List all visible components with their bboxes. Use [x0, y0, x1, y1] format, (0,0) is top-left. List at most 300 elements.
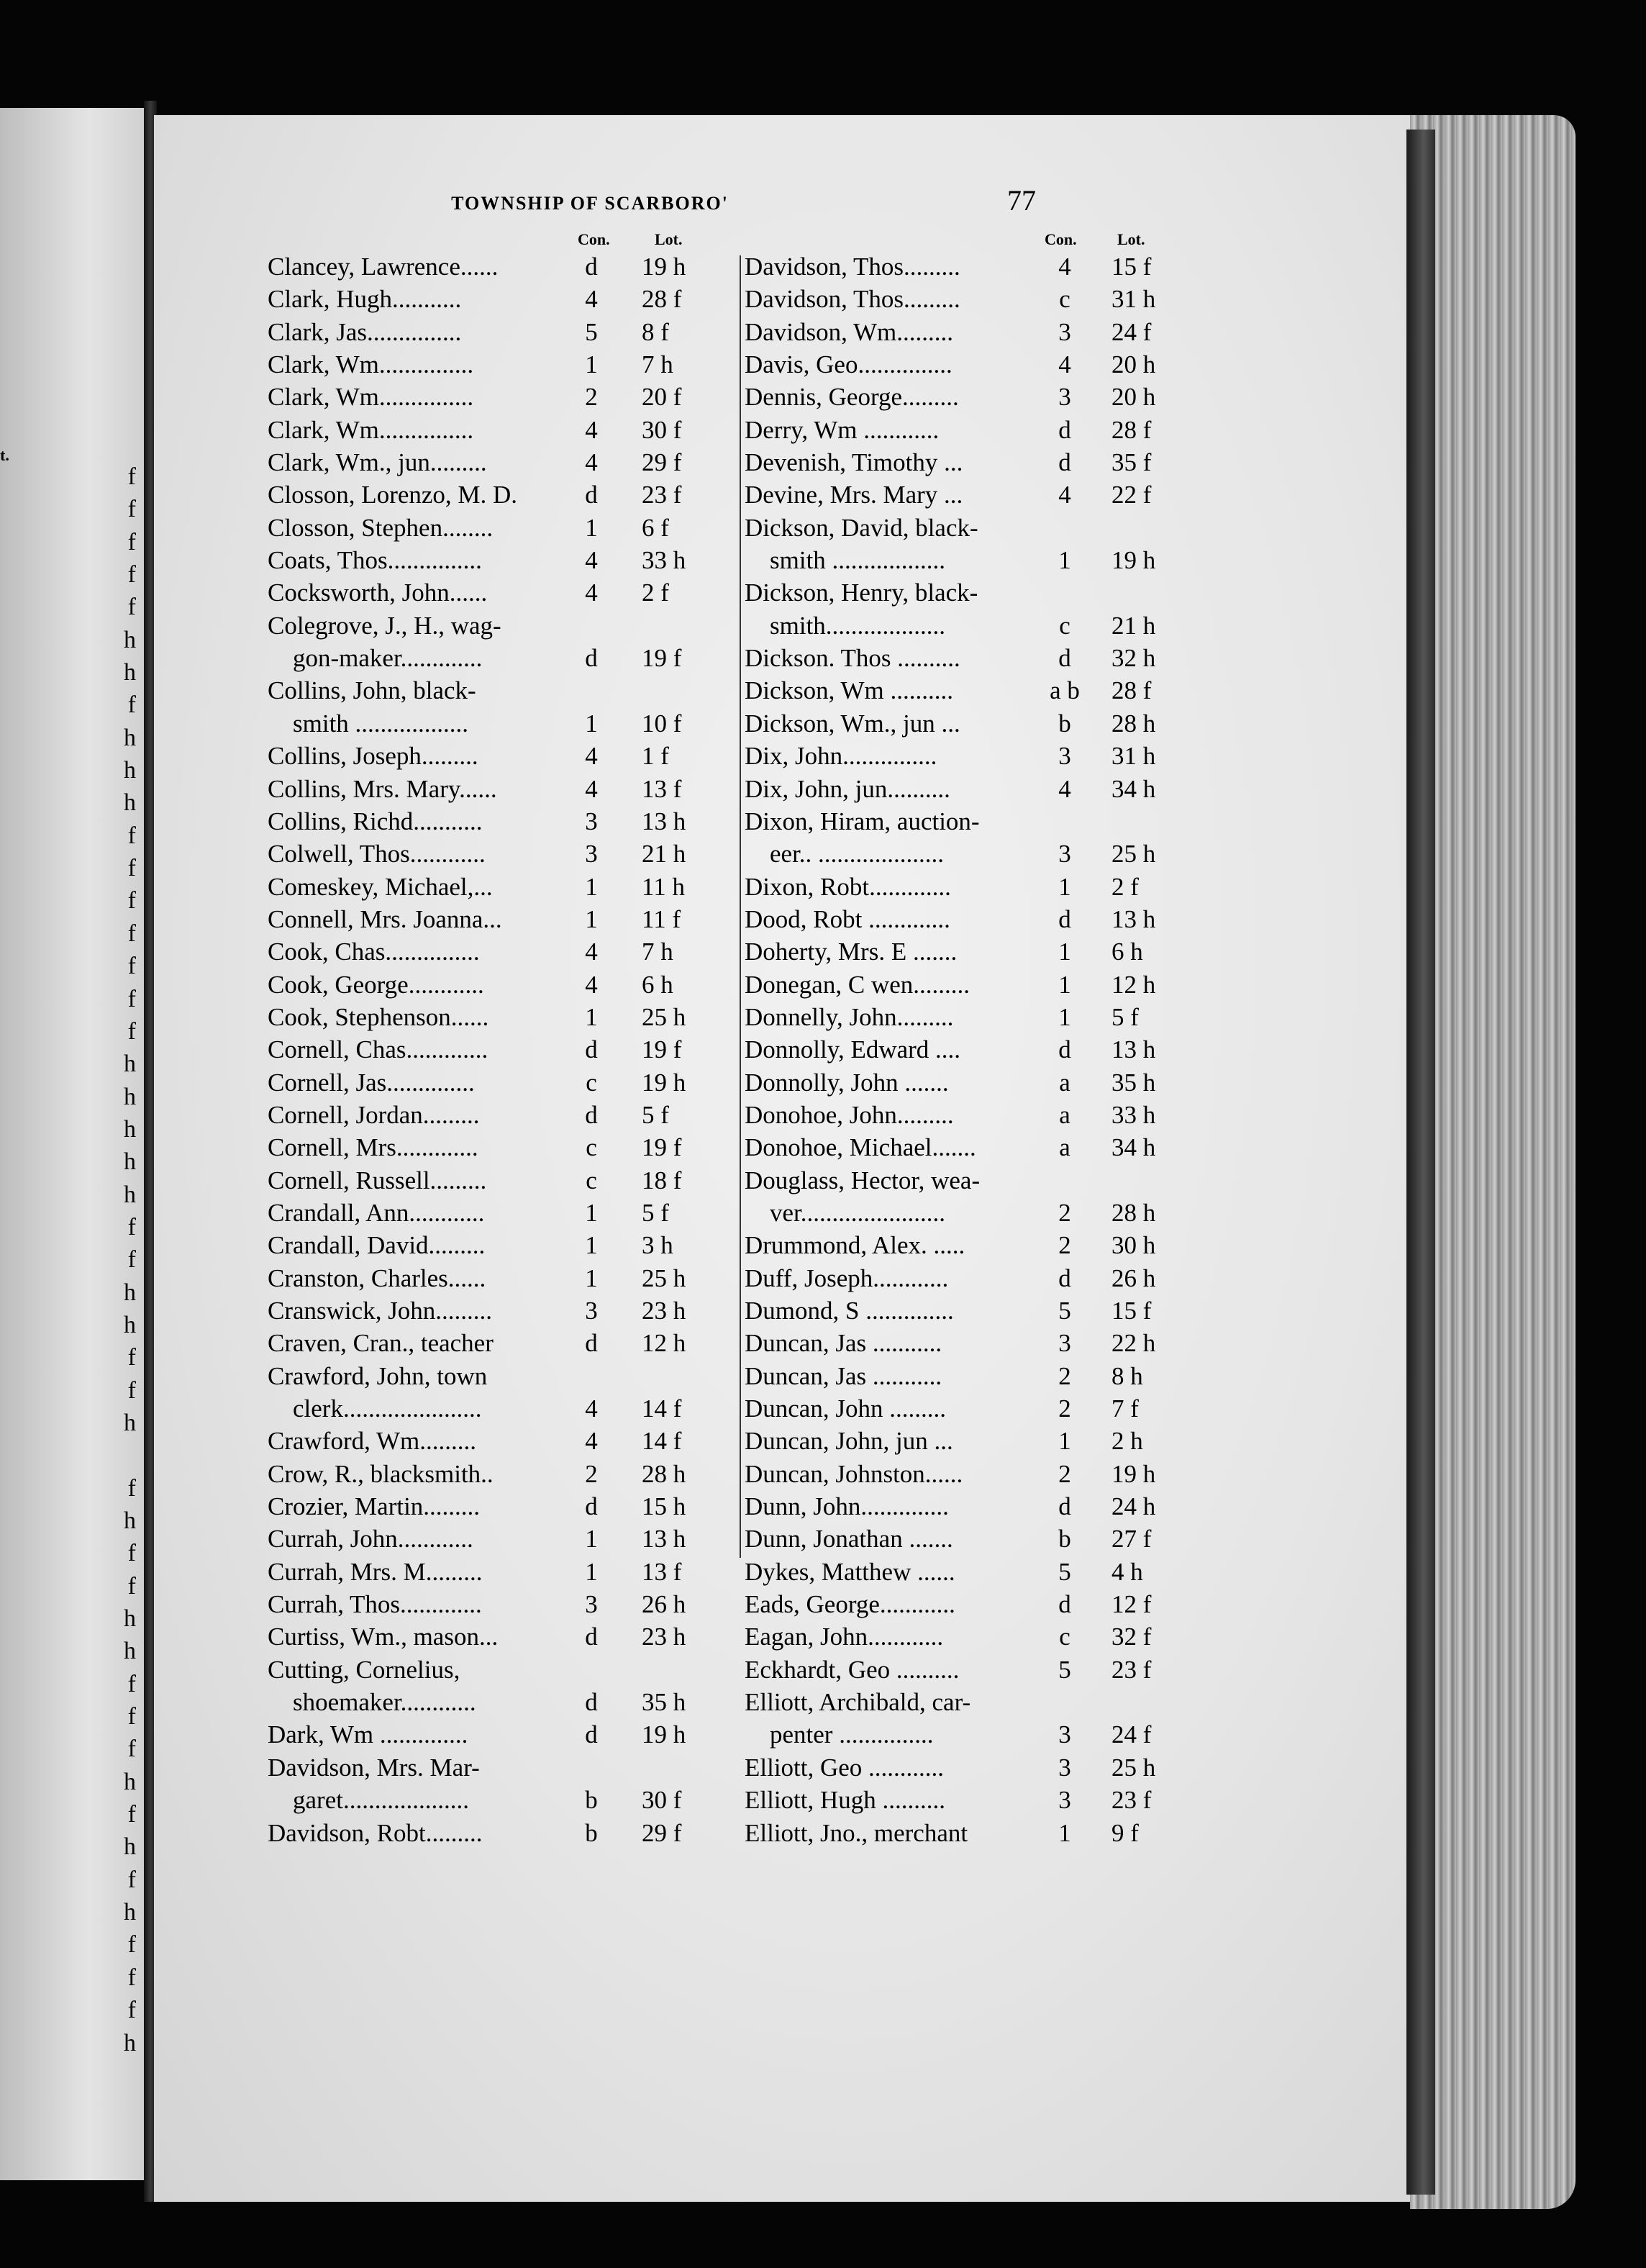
entry-concession: 3 — [585, 1297, 598, 1325]
entry-concession: d — [1058, 644, 1071, 673]
entry-name: Currah, Mrs. M......... — [268, 1557, 483, 1586]
previous-page-lot-mark: h — [124, 1899, 136, 1926]
entry-concession: d — [585, 1035, 598, 1064]
entry-name: Cook, George............ — [268, 970, 484, 999]
entry-lot: 23 h — [642, 1623, 686, 1651]
entry-name: Dix, John, jun.......... — [745, 774, 950, 803]
entry-concession: 1 — [585, 1264, 598, 1292]
previous-page-lot-mark: f — [127, 822, 136, 849]
directory-entry — [745, 707, 1176, 740]
entry-concession: 3 — [1058, 742, 1071, 771]
entry-name: Cook, Stephenson...... — [268, 1002, 489, 1031]
entry-concession: d — [1058, 1035, 1071, 1064]
directory-entry — [745, 478, 1176, 511]
entry-name: Dixon, Hiram, auction- — [745, 807, 980, 835]
entry-concession: 1 — [1058, 1427, 1071, 1456]
directory-entry — [268, 1817, 714, 1849]
entry-lot: 25 h — [642, 1002, 686, 1031]
directory-entry — [745, 1556, 1176, 1588]
entry-concession: 5 — [1058, 1557, 1071, 1586]
directory-entry — [268, 381, 714, 413]
directory-entry — [745, 1490, 1176, 1523]
directory-entry — [745, 250, 1176, 283]
previous-page-lot-mark: h — [124, 724, 136, 751]
directory-entry — [268, 1327, 714, 1359]
entry-name: Cornell, Chas............. — [268, 1035, 488, 1064]
directory-entry — [745, 773, 1176, 805]
entry-name: Cocksworth, John...... — [268, 579, 488, 607]
entry-concession: 3 — [1058, 1720, 1071, 1749]
directory-entry — [745, 1001, 1176, 1033]
previous-page-lot-mark: f — [127, 1474, 136, 1502]
previous-page-lot-mark: f — [127, 1736, 136, 1763]
entry-name: Dunn, John.............. — [745, 1492, 949, 1521]
entry-name: Cranston, Charles...... — [268, 1264, 486, 1292]
directory-entry — [268, 1425, 714, 1457]
entry-lot: 23 f — [1111, 1655, 1152, 1684]
entry-lot: 28 h — [1111, 1198, 1156, 1227]
entry-concession: 1 — [585, 709, 598, 738]
entry-name: Elliott, Geo ............ — [745, 1753, 945, 1782]
entry-concession: 1 — [1058, 872, 1071, 901]
entry-concession: 1 — [1058, 1818, 1071, 1847]
entry-name: Craven, Cran., teacher — [268, 1329, 494, 1358]
entry-concession: 2 — [1058, 1361, 1071, 1390]
entry-name: gon-maker............. — [268, 644, 483, 673]
directory-entry — [745, 838, 1176, 870]
directory-entry — [745, 969, 1176, 1001]
entry-concession: 2 — [1058, 1459, 1071, 1488]
entry-concession: b — [1058, 709, 1071, 738]
entry-concession: c — [586, 1133, 597, 1162]
directory-entry — [268, 1066, 714, 1099]
entry-lot: 2 f — [642, 579, 669, 607]
entry-lot: 6 f — [642, 513, 669, 542]
entry-name: Dixon, Robt............. — [745, 872, 951, 901]
directory-entry — [268, 740, 714, 772]
directory-entry — [745, 512, 1176, 544]
entry-name: Crandall, Ann............ — [268, 1198, 485, 1227]
directory-entry — [745, 935, 1176, 968]
entry-name: Davis, Geo............... — [745, 350, 952, 379]
directory-entry — [268, 348, 714, 381]
entry-concession: 5 — [1058, 1297, 1071, 1325]
entry-concession: d — [585, 644, 598, 673]
directory-entry — [268, 1164, 714, 1197]
directory-entry — [745, 316, 1176, 348]
entry-name: Clark, Wm............... — [268, 350, 474, 379]
entry-concession: 1 — [585, 1525, 598, 1553]
entry-name: Eads, George............ — [745, 1590, 955, 1619]
directory-entry — [745, 1131, 1176, 1164]
entry-name: Eagan, John............ — [745, 1623, 944, 1651]
directory-entry — [745, 1033, 1176, 1066]
entry-name: Crozier, Martin......... — [268, 1492, 481, 1521]
directory-entry — [268, 1751, 714, 1784]
entry-lot: 26 h — [1111, 1264, 1156, 1292]
directory-entry — [268, 1718, 714, 1751]
entry-concession: d — [1058, 448, 1071, 477]
directory-entry — [268, 969, 714, 1001]
entry-name: Connell, Mrs. Joanna... — [268, 904, 502, 933]
entry-concession: d — [1058, 904, 1071, 933]
entry-name: Clark, Jas............... — [268, 317, 462, 346]
entry-concession: 3 — [1058, 840, 1071, 868]
directory-entry — [268, 1099, 714, 1131]
directory-entry — [745, 805, 1176, 838]
directory-entry — [268, 805, 714, 838]
directory-entry — [268, 935, 714, 968]
directory-entry — [745, 1458, 1176, 1490]
entry-name: Collins, John, black- — [268, 676, 476, 705]
entry-concession: 4 — [585, 1427, 598, 1456]
directory-entry — [268, 316, 714, 348]
entry-lot: 10 f — [642, 709, 682, 738]
entry-lot: 23 f — [1111, 1786, 1152, 1815]
directory-entry — [268, 1620, 714, 1653]
entry-concession: c — [1059, 285, 1070, 314]
entry-name: Collins, Richd........... — [268, 807, 483, 835]
entry-name: Clark, Hugh........... — [268, 285, 462, 314]
entry-concession: 3 — [1058, 1786, 1071, 1815]
entry-name: Donnolly, Edward .... — [745, 1035, 961, 1064]
directory-entry — [268, 642, 714, 674]
previous-page-lot-mark: f — [127, 985, 136, 1012]
entry-concession: b — [1058, 1525, 1071, 1553]
entry-name: clerk...................... — [268, 1394, 482, 1423]
previous-page-lot-mark: f — [127, 463, 136, 490]
right-directory-column — [745, 250, 1176, 1849]
entry-name: eer.. .................... — [745, 840, 945, 868]
previous-page-lot-mark: f — [127, 1017, 136, 1045]
entry-concession: 3 — [1058, 383, 1071, 412]
directory-entry — [745, 1229, 1176, 1261]
entry-lot: 2 f — [1111, 872, 1139, 901]
entry-name: Duff, Joseph............ — [745, 1264, 949, 1292]
previous-page-lot-mark: f — [127, 1801, 136, 1828]
entry-name: Clark, Wm............... — [268, 415, 474, 444]
entry-name: Clancey, Lawrence...... — [268, 253, 499, 281]
entry-concession: 1 — [1058, 970, 1071, 999]
entry-name: Collins, Mrs. Mary...... — [268, 774, 497, 803]
directory-entry — [745, 642, 1176, 674]
directory-entry — [745, 1718, 1176, 1751]
entry-lot: 29 f — [642, 1818, 682, 1847]
entry-name: Cornell, Jordan......... — [268, 1100, 480, 1129]
directory-entry — [268, 1490, 714, 1523]
entry-name: shoemaker............ — [268, 1688, 476, 1717]
entry-name: Dennis, George......... — [745, 383, 959, 412]
entry-name: Dickson, Wm., jun ... — [745, 709, 960, 738]
previous-page-lot-column — [0, 461, 147, 2059]
entry-name: Davidson, Thos......... — [745, 285, 960, 314]
directory-entry — [268, 576, 714, 609]
entry-name: Elliott, Hugh .......... — [745, 1786, 946, 1815]
previous-page-lot-mark: f — [127, 1540, 136, 1567]
previous-page-lot-mark: h — [124, 1051, 136, 1078]
previous-page-lot-mark: f — [127, 1964, 136, 1991]
entry-concession: 2 — [585, 1459, 598, 1488]
entry-concession: 3 — [1058, 1753, 1071, 1782]
entry-name: Doherty, Mrs. E ....... — [745, 938, 958, 966]
previous-page-lot-mark: h — [124, 626, 136, 653]
entry-concession: 4 — [585, 415, 598, 444]
directory-entry — [268, 478, 714, 511]
previous-page-lot-mark: f — [127, 1866, 136, 1893]
entry-concession: a b — [1050, 676, 1080, 705]
entry-lot: 22 h — [1111, 1329, 1156, 1358]
entry-lot: 7 h — [642, 938, 673, 966]
lot-header-right: Lot. — [1117, 230, 1145, 248]
entry-lot: 24 h — [1111, 1492, 1156, 1521]
entry-lot: 33 h — [642, 546, 686, 575]
entry-lot: 13 h — [642, 1525, 686, 1553]
entry-name: Dood, Robt ............. — [745, 904, 950, 933]
entry-name: Devenish, Timothy ... — [745, 448, 963, 477]
entry-name: Cornell, Mrs............. — [268, 1133, 478, 1162]
entry-lot: 20 h — [1111, 350, 1156, 379]
entry-lot: 8 h — [1111, 1361, 1143, 1390]
entry-name: Derry, Wm ............ — [745, 415, 940, 444]
entry-concession: 1 — [585, 1198, 598, 1227]
entry-name: Donohoe, John......... — [745, 1100, 954, 1129]
entry-concession: d — [585, 1623, 598, 1651]
entry-concession: c — [1059, 611, 1070, 640]
entry-lot: 32 f — [1111, 1623, 1152, 1651]
entry-concession: 3 — [585, 807, 598, 835]
directory-entry — [745, 1164, 1176, 1197]
entry-concession: 4 — [585, 579, 598, 607]
entry-lot: 34 h — [1111, 774, 1156, 803]
entry-concession: d — [585, 1100, 598, 1129]
entry-name: Dickson. Thos .......... — [745, 644, 960, 673]
entry-lot: 21 h — [642, 840, 686, 868]
directory-entry — [268, 250, 714, 283]
previous-page-lot-mark: f — [127, 1344, 136, 1371]
entry-name: Dix, John............... — [745, 742, 937, 771]
entry-lot: 19 h — [642, 1720, 686, 1749]
entry-concession: 4 — [1058, 350, 1071, 379]
entry-lot: 19 h — [1111, 1459, 1156, 1488]
directory-entry — [268, 1392, 714, 1425]
directory-entry — [745, 903, 1176, 935]
directory-entry — [745, 283, 1176, 315]
entry-lot: 24 f — [1111, 1720, 1152, 1749]
directory-entry — [745, 1620, 1176, 1653]
entry-name: Duncan, Jas ........... — [745, 1361, 942, 1390]
entry-lot: 28 h — [1111, 709, 1156, 738]
entry-lot: 1 f — [642, 742, 669, 771]
entry-lot: 20 h — [1111, 383, 1156, 412]
entry-concession: 4 — [585, 448, 598, 477]
entry-name: garet.................... — [268, 1786, 469, 1815]
directory-entry — [268, 512, 714, 544]
previous-page-lot-mark: f — [127, 855, 136, 882]
entry-name: Closson, Stephen........ — [268, 513, 494, 542]
entry-concession: 1 — [585, 513, 598, 542]
entry-lot: 28 f — [1111, 415, 1152, 444]
previous-page-lot-mark: h — [124, 1115, 136, 1143]
entry-concession: 3 — [1058, 1329, 1071, 1358]
entry-name: Currah, Thos............. — [268, 1590, 482, 1619]
entry-concession: 4 — [1058, 481, 1071, 509]
entry-lot: 12 f — [1111, 1590, 1152, 1619]
entry-lot: 11 h — [642, 872, 685, 901]
previous-page-lot-mark: f — [127, 1572, 136, 1600]
directory-entry — [745, 1751, 1176, 1784]
entry-lot: 18 f — [642, 1166, 682, 1194]
entry-name: Elliott, Archibald, car- — [745, 1688, 971, 1717]
entry-name: Douglass, Hector, wea- — [745, 1166, 981, 1194]
entry-concession: d — [1058, 1264, 1071, 1292]
entry-lot: 35 h — [1111, 1068, 1156, 1097]
entry-concession: 4 — [585, 970, 598, 999]
entry-lot: 21 h — [1111, 611, 1156, 640]
entry-name: Donegan, C wen......... — [745, 970, 970, 999]
directory-entry — [745, 381, 1176, 413]
entry-name: smith .................. — [268, 709, 469, 738]
directory-entry — [745, 1654, 1176, 1686]
entry-concession: d — [585, 1492, 598, 1521]
entry-lot: 25 h — [1111, 840, 1156, 868]
directory-entry — [745, 1066, 1176, 1099]
previous-page-lot-mark — [0, 1439, 147, 1471]
entry-lot: 5 f — [642, 1198, 669, 1227]
directory-entry — [745, 1099, 1176, 1131]
entry-concession: b — [585, 1818, 598, 1847]
previous-page-lot-mark: h — [124, 1768, 136, 1795]
entry-name: Davidson, Thos......... — [745, 253, 960, 281]
entry-lot: 32 h — [1111, 644, 1156, 673]
entry-concession: d — [1058, 415, 1071, 444]
directory-entry — [268, 1654, 714, 1686]
entry-concession: 4 — [585, 546, 598, 575]
directory-entry — [268, 283, 714, 315]
entry-concession: 5 — [585, 317, 598, 346]
entry-lot: 12 h — [642, 1329, 686, 1358]
entry-concession: a — [1059, 1133, 1070, 1162]
directory-entry — [745, 414, 1176, 446]
entry-name: Crawford, John, town — [268, 1361, 488, 1390]
previous-page-lot-mark: f — [127, 594, 136, 621]
entry-lot: 23 h — [642, 1297, 686, 1325]
entry-name: Elliott, Jno., merchant — [745, 1818, 968, 1847]
entry-name: Donnolly, John ....... — [745, 1068, 949, 1097]
entry-lot: 28 f — [1111, 676, 1152, 705]
page-number: 77 — [1007, 184, 1036, 217]
previous-page-lot-mark: f — [127, 1246, 136, 1274]
entry-lot: 30 h — [1111, 1231, 1156, 1260]
entry-name: Cook, Chas............... — [268, 938, 480, 966]
entry-lot: 4 h — [1111, 1557, 1143, 1586]
entry-lot: 3 h — [642, 1231, 673, 1260]
con-header-right: Con. — [1045, 230, 1077, 248]
entry-lot: 8 f — [642, 317, 669, 346]
entry-lot: 33 h — [1111, 1100, 1156, 1129]
entry-name: Drummond, Alex. ..... — [745, 1231, 965, 1260]
entry-lot: 23 f — [642, 481, 682, 509]
directory-entry — [745, 740, 1176, 772]
entry-lot: 13 f — [642, 1557, 682, 1586]
directory-entry — [268, 609, 714, 642]
entry-name: Dickson, Henry, black- — [745, 579, 978, 607]
previous-page-lot-mark: f — [127, 561, 136, 589]
directory-entry — [745, 1784, 1176, 1816]
directory-entry — [268, 1294, 714, 1327]
entry-name: Davidson, Mrs. Mar- — [268, 1753, 480, 1782]
entry-lot: 14 f — [642, 1427, 682, 1456]
entry-name: Crandall, David......... — [268, 1231, 486, 1260]
entry-name: Crow, R., blacksmith.. — [268, 1459, 494, 1488]
previous-page-lot-mark: h — [124, 1279, 136, 1306]
entry-name: Cutting, Cornelius, — [268, 1655, 460, 1684]
previous-page-lot-mark: h — [124, 1181, 136, 1208]
entry-name: Coats, Thos............... — [268, 546, 482, 575]
directory-entry — [268, 1686, 714, 1718]
entry-concession: d — [585, 253, 598, 281]
entry-concession: c — [1059, 1623, 1070, 1651]
directory-entry — [268, 1033, 714, 1066]
previous-page-lot-mark: h — [124, 1148, 136, 1176]
entry-concession: 1 — [585, 1002, 598, 1031]
entry-name: Collins, Joseph......... — [268, 742, 478, 771]
entry-lot: 29 f — [642, 448, 682, 477]
entry-name: Clark, Wm., jun......... — [268, 448, 487, 477]
lot-header-left: Lot. — [655, 230, 683, 248]
entry-name: Currah, John............ — [268, 1525, 473, 1553]
entry-name: Donnelly, John......... — [745, 1002, 954, 1031]
entry-name: smith .................. — [745, 546, 946, 575]
directory-entry — [745, 1686, 1176, 1718]
directory-entry — [268, 1131, 714, 1164]
entry-lot: 34 h — [1111, 1133, 1156, 1162]
previous-page-lot-mark: f — [127, 1703, 136, 1731]
entry-name: Dark, Wm .............. — [268, 1720, 468, 1749]
entry-lot: 15 f — [1111, 253, 1152, 281]
entry-name: Davidson, Robt......... — [268, 1818, 483, 1847]
previous-page-lot-header: t. — [0, 446, 9, 464]
directory-entry — [745, 1523, 1176, 1555]
entry-concession: 4 — [585, 774, 598, 803]
entry-lot: 26 h — [642, 1590, 686, 1619]
entry-name: Closson, Lorenzo, M. D. — [268, 481, 518, 509]
entry-lot: 24 f — [1111, 317, 1152, 346]
entry-lot: 7 h — [642, 350, 673, 379]
page-title: TOWNSHIP OF SCARBORO' — [451, 193, 729, 214]
entry-name: Colegrove, J., H., wag- — [268, 611, 501, 640]
entry-lot: 28 f — [642, 285, 682, 314]
previous-page-lot-mark: h — [124, 659, 136, 686]
entry-concession: 2 — [1058, 1394, 1071, 1423]
previous-page-lot-mark: h — [124, 789, 136, 817]
directory-entry — [268, 446, 714, 478]
entry-name: Duncan, John, jun ... — [745, 1427, 953, 1456]
entry-concession: 2 — [1058, 1198, 1071, 1227]
entry-lot: 6 h — [1111, 938, 1143, 966]
column-divider — [740, 255, 741, 1558]
entry-name: Curtiss, Wm., mason... — [268, 1623, 499, 1651]
entry-lot: 15 h — [642, 1492, 686, 1521]
entry-lot: 19 f — [642, 644, 682, 673]
entry-lot: 27 f — [1111, 1525, 1152, 1553]
entry-lot: 19 h — [642, 253, 686, 281]
entry-concession: 2 — [1058, 1231, 1071, 1260]
directory-entry — [745, 1392, 1176, 1425]
entry-concession: d — [1058, 1590, 1071, 1619]
entry-lot: 30 f — [642, 415, 682, 444]
directory-entry — [268, 1262, 714, 1294]
entry-lot: 31 h — [1111, 285, 1156, 314]
